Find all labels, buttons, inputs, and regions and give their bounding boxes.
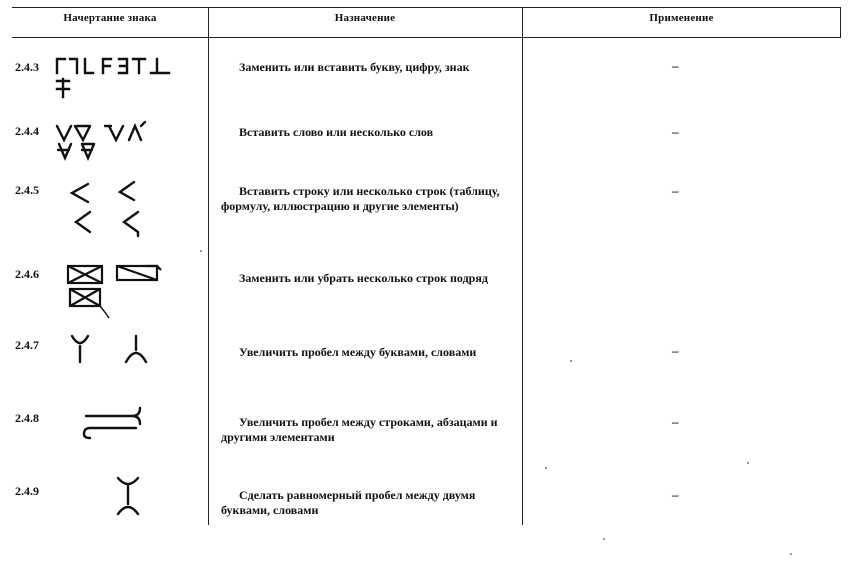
increase-line-space-mark-icon — [82, 404, 147, 444]
header-usage: Применение — [649, 12, 714, 24]
row-number: 2.4.9 — [15, 484, 39, 498]
purpose-text: Увеличить пробел между строками, абзацами и другими элементами — [221, 415, 498, 444]
header-purpose: Назначение — [334, 12, 396, 24]
usage-text: – — [672, 183, 679, 198]
scan-speck — [200, 250, 202, 252]
usage-text: – — [672, 487, 679, 502]
scan-speck — [747, 462, 749, 464]
replace-remove-lines-marks-icon — [65, 262, 170, 322]
header-glyph: Начертание знака — [63, 12, 157, 24]
purpose-text: Сделать равномерный пробел между двумя буквами, словами — [221, 488, 476, 517]
purpose-text: Заменить или вставить букву, цифру, знак — [239, 60, 470, 74]
row-number: 2.4.3 — [15, 60, 39, 74]
scan-speck — [545, 467, 547, 469]
scan-speck — [603, 538, 605, 540]
usage-text: – — [672, 414, 679, 429]
purpose-text: Заменить или убрать несколько строк подряд — [239, 271, 488, 285]
scan-speck — [570, 360, 572, 362]
row-number: 2.4.6 — [15, 267, 39, 281]
replace-insert-letter-marks-icon — [55, 55, 180, 100]
insert-word-marks-icon — [55, 120, 170, 162]
increase-letter-space-marks-icon — [68, 332, 158, 368]
usage-text: – — [672, 343, 679, 358]
row-number: 2.4.8 — [15, 411, 39, 425]
row-number: 2.4.7 — [15, 338, 39, 352]
row-number: 2.4.4 — [15, 124, 39, 138]
usage-text: – — [672, 58, 679, 73]
even-space-mark-icon — [114, 474, 144, 518]
usage-text: – — [672, 124, 679, 139]
purpose-text: Увеличить пробел между буквами, словами — [239, 345, 477, 359]
purpose-text: Вставить слово или несколько слов — [239, 125, 434, 139]
purpose-text: Вставить строку или несколько строк (таблицу, формулу, иллюстрацию и другие элементы) — [221, 184, 500, 213]
row-number: 2.4.5 — [15, 183, 39, 197]
col-divider-2 — [522, 7, 523, 525]
col-divider-1 — [208, 7, 209, 525]
table-top-rule — [12, 7, 841, 8]
header-bottom-rule — [12, 37, 841, 38]
insert-line-marks-icon — [68, 178, 158, 240]
scan-speck — [790, 553, 792, 555]
